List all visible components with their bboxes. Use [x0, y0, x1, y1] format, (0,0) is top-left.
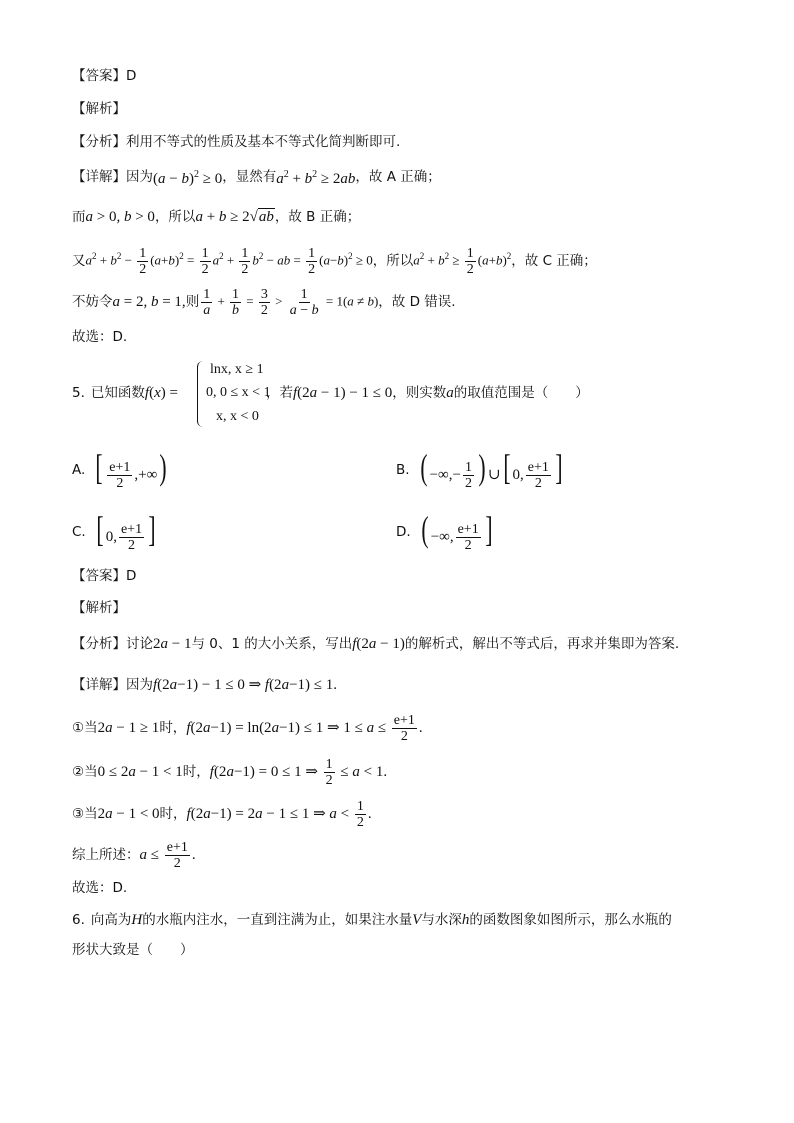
- math: 0 ≤ 2a − 1 < 1: [97, 764, 183, 780]
- q4-detail-line-1: [72, 165, 441, 189]
- math: a: [446, 385, 454, 401]
- q5-stem: [72, 383, 589, 403]
- text: 向高为: [90, 912, 132, 928]
- option-letter: C.: [72, 524, 86, 540]
- answer-tag: 【答案】: [72, 68, 126, 84]
- math: f(2a−1) − 1 ≤ 0 ⇒ f(2a−1) ≤ 1.: [153, 677, 337, 693]
- option-c[interactable]: [72, 508, 158, 554]
- math: f(x) =: [144, 385, 178, 401]
- text: 已知函数: [90, 385, 145, 401]
- text: ，所以: [154, 209, 196, 225]
- q4-conclusion: [72, 327, 127, 347]
- text: 时，: [159, 806, 187, 822]
- fenxi-tag: 【分析】: [72, 134, 126, 150]
- detail-tag: 【详解】: [72, 677, 126, 693]
- q4-detail-line-4: [72, 286, 456, 318]
- math: f(2a − 1): [352, 636, 405, 652]
- math: a > 0, b > 0: [85, 209, 155, 225]
- q5-jiexi-line: [72, 598, 126, 618]
- q6-line-2: [72, 940, 194, 960]
- text: 又: [72, 253, 86, 269]
- text: 形状大致是（ ）: [72, 942, 194, 958]
- text: ，故 C 正确；: [511, 253, 597, 269]
- text: ②当: [72, 764, 98, 780]
- question-number: 6.: [72, 912, 85, 928]
- text: ，故 A 正确；: [355, 169, 441, 185]
- q4-jiexi-line: [72, 99, 126, 119]
- text: 与水深: [421, 912, 462, 928]
- fenxi-tag: 【分析】: [72, 636, 126, 652]
- math: 2a − 1 ≥ 1: [97, 720, 160, 736]
- text: 的取值范围是（ ）: [453, 385, 589, 401]
- text: ，若: [265, 385, 293, 401]
- text: 的解析式，解出不等式后，再求并集即为答案.: [404, 636, 680, 652]
- answer-value: D: [126, 68, 137, 84]
- text: ，则实数: [392, 385, 447, 401]
- math: 2a − 1 < 0: [97, 806, 160, 822]
- math: 2a − 1: [153, 636, 192, 652]
- option-letter: A.: [72, 462, 86, 478]
- text: ③当: [72, 806, 98, 822]
- text: 讨论: [126, 636, 153, 652]
- q5-summary: [72, 840, 196, 870]
- text: 因为: [126, 677, 153, 693]
- answer-value: D: [126, 568, 137, 584]
- math: f(2a−1) = ln(2a−1) ≤ 1 ⇒ 1 ≤ a ≤ $\frac{e+1}{2}$ .: [186, 712, 423, 744]
- math: a ≤ $\frac{e+1}{2}$ .: [139, 839, 196, 871]
- math: a = 2, b = 1,: [112, 294, 186, 310]
- text: 时，: [182, 764, 210, 780]
- q5-answer-line: [72, 566, 136, 586]
- math: f(2a−1) = 0 ≤ 1 ⇒ $\frac{1}{2}$ ≤ a < 1.: [209, 756, 388, 788]
- piece-1: lnx, x ≥ 1: [210, 362, 264, 377]
- q5-conclusion: [72, 878, 127, 898]
- math: ( −∞,− $\frac{1}{2}$ ) ∪[ 0, $\frac{e+1}{2}$ ]: [419, 446, 563, 492]
- fenxi-text: 利用不等式的性质及基本不等式化简判断即可.: [126, 134, 401, 150]
- math: f(2a − 1) − 1 ≤ 0: [292, 385, 393, 401]
- math: $a^2 + b^2$ − $\frac{1}{2}$ $(a+b)^2$ = $\frac{1}{2}$ $a^2$ + $\frac{1}{2}$ $b^2$ − ab = $\frac{1}{2}$ $(a-b)^2 \ge 0$: [85, 245, 373, 277]
- option-b[interactable]: [396, 446, 565, 492]
- q4-answer-line: [72, 66, 136, 86]
- detail-tag: 【详解】: [72, 169, 126, 185]
- text: 则: [185, 294, 200, 310]
- jiexi-tag: 【解析】: [72, 600, 126, 616]
- jiexi-tag: 【解析】: [72, 101, 126, 117]
- text: 因为: [126, 169, 153, 185]
- math: H: [131, 912, 143, 928]
- text: ，所以: [372, 253, 414, 269]
- math: f(2a−1) = 2a − 1 ≤ 1 ⇒ a < $\frac{1}{2}$ .: [186, 798, 372, 830]
- q5-fenxi-line: [72, 634, 679, 654]
- math: ( −∞, $\frac{e+1}{2}$ ]: [421, 508, 493, 554]
- option-d[interactable]: [396, 508, 495, 554]
- math: $\frac{1}{a}$ + $\frac{1}{b}$ = $\frac{3}{2}$ > $\frac{1}{a - b}$ = 1(a ≠ b): [203, 286, 379, 318]
- q6-line-1: [72, 910, 672, 930]
- q5-detail-line: [72, 675, 337, 695]
- text: 不妨令: [72, 294, 113, 310]
- math: [ 0, $\frac{e+1}{2}$ ]: [96, 508, 156, 554]
- answer-tag: 【答案】: [72, 568, 126, 584]
- math: h: [461, 912, 470, 928]
- q5-case-3: [72, 799, 372, 829]
- q5-case-1: [72, 713, 423, 743]
- q4-detail-line-3: [72, 245, 597, 277]
- text: 综上所述：: [72, 847, 140, 863]
- text: ，显然有: [222, 169, 277, 185]
- text: 故选：D.: [72, 880, 128, 896]
- q5-case-2: [72, 757, 387, 787]
- text: ，故 B 正确；: [274, 209, 361, 225]
- piece-2: 0, 0 ≤ x < 1: [206, 385, 271, 400]
- option-letter: D.: [396, 524, 411, 540]
- q4-fenxi-line: [72, 132, 400, 152]
- option-letter: B.: [396, 462, 410, 478]
- text: ①当: [72, 720, 98, 736]
- math: V: [412, 912, 422, 928]
- math: $(a - b)^2 \ge 0$: [153, 169, 223, 187]
- text: 而: [72, 209, 86, 225]
- option-a[interactable]: [72, 446, 169, 492]
- math: $a^2 + b^2 \ge 2ab$: [276, 169, 356, 187]
- math: [ $\frac{e+1}{2}$ ,+∞): [95, 446, 167, 492]
- text: 与 0、1 的大小关系，写出: [191, 636, 353, 652]
- question-number: 5.: [72, 385, 85, 401]
- piece-3: x, x < 0: [216, 409, 259, 424]
- q4-detail-line-2: [72, 207, 360, 227]
- text: 时，: [159, 720, 187, 736]
- math: a + b ≥ 2√ab: [195, 209, 274, 225]
- math: $a^2 + b^2$ ≥ $\frac{1}{2}$ $(a+b)^2$: [413, 245, 512, 277]
- text: 故选：D.: [72, 329, 128, 345]
- text: ，故 D 错误.: [378, 294, 456, 310]
- text: 的函数图象如图所示，那么水瓶的: [469, 912, 672, 928]
- text: 的水瓶内注水，一直到注满为止，如果注水量: [142, 912, 413, 928]
